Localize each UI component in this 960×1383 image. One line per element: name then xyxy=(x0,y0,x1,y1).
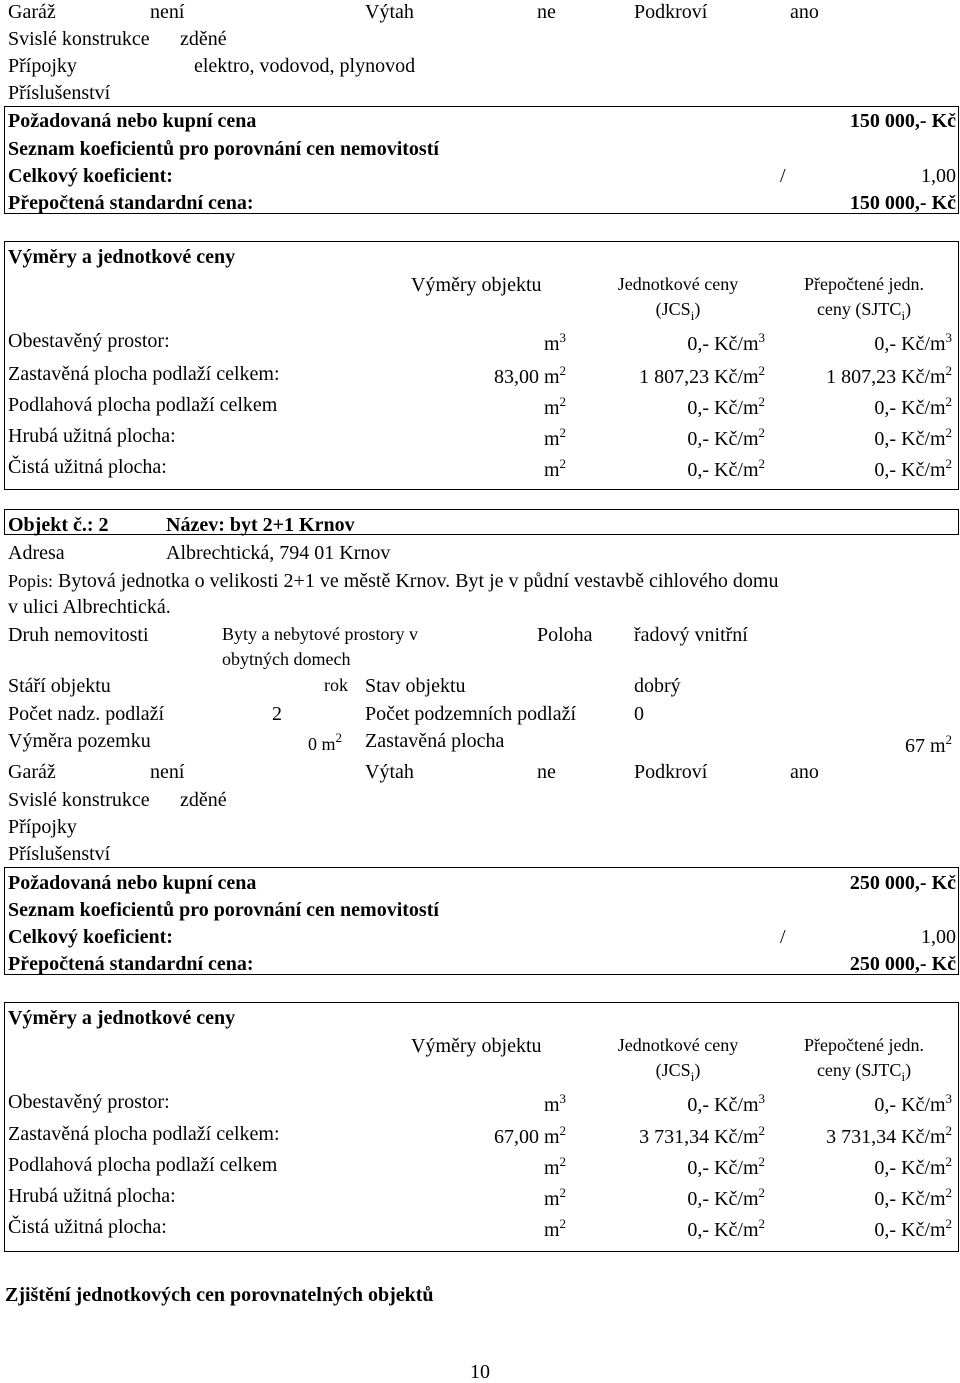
row-label: Hrubá užitná plocha: xyxy=(8,1185,176,1207)
row-label: Čistá užitná plocha: xyxy=(8,456,167,478)
row-vymery: 67,00 $m^2$ xyxy=(493,1123,566,1148)
pripojky-label: Přípojky xyxy=(8,55,77,77)
koeficient-slash: / xyxy=(780,165,786,187)
row-label: Čistá užitná plocha: xyxy=(8,1216,167,1238)
druh-value-line2: obytných domech xyxy=(222,649,351,669)
popis-line1: Popis: Bytová jednotka o velikosti 2+1 ve městě Krnov. Byt je v půdní vestavbě cihlového domu xyxy=(8,570,779,592)
standardni-cena-value: 150 000,- Kč xyxy=(849,192,956,214)
nadz-podlazi-value: 2 xyxy=(272,703,282,725)
objekt-nazev: Název: byt 2+1 Krnov xyxy=(166,514,355,536)
row-vymery: 83,00 $m^2$ xyxy=(493,363,566,388)
row-vymery: $m^3$ xyxy=(543,330,566,355)
objekt-header-box xyxy=(4,509,959,535)
row-label: Obestavěný prostor: xyxy=(8,1091,170,1113)
vytah-value: ne xyxy=(537,1,556,23)
poloha-label: Poloha xyxy=(537,624,593,646)
druh-label: Druh nemovitosti xyxy=(8,624,149,646)
row-label: Podlahová plocha podlaží celkem xyxy=(8,394,278,416)
col-sjtc-line2: ceny $(SJTC_i)$ xyxy=(816,1060,912,1084)
adresa-value: Albrechtická, 794 01 Krnov xyxy=(166,542,391,564)
vytah-label: Výtah xyxy=(365,761,414,783)
col-sjtc-line2: ceny $(SJTC_i)$ xyxy=(816,299,912,323)
row-vymery: $m^2$ xyxy=(543,456,566,481)
row-jcs: 0,- $Kč/m^2$ xyxy=(687,1216,765,1241)
page-number: 10 xyxy=(470,1361,490,1383)
koeficient-value: 1,00 xyxy=(921,926,956,948)
row-sjtc: 0,- $Kč/m^3$ xyxy=(874,330,952,355)
row-sjtc: 0,- $Kč/m^2$ xyxy=(874,456,952,481)
zastavena-label: Zastavěná plocha xyxy=(365,730,505,752)
stari-unit: rok xyxy=(324,675,348,695)
row-vymery: $m^2$ xyxy=(543,1154,566,1179)
pozemek-label: Výměra pozemku xyxy=(8,730,151,752)
row-vymery: $m^2$ xyxy=(543,394,566,419)
col-jcs-line2: $(JCS_i)$ xyxy=(655,299,701,323)
popis-line2: v ulici Albrechtická. xyxy=(8,596,171,618)
row-jcs: 0,- $Kč/m^3$ xyxy=(687,330,765,355)
row-vymery: $m^2$ xyxy=(543,1216,566,1241)
svisle-konstrukce-value: zděné xyxy=(180,28,227,50)
row-sjtc: 3 731,34 $Kč/m^2$ xyxy=(826,1123,952,1148)
row-label: Zastavěná plocha podlaží celkem: xyxy=(8,1123,280,1145)
cena-label: Požadovaná nebo kupní cena xyxy=(8,110,257,132)
seznam-koeficientu: Seznam koeficientů pro porovnání cen nemovitostí xyxy=(8,899,439,921)
podkrovi-value: ano xyxy=(790,761,819,783)
zastavena-value: 67 $m^2$ xyxy=(904,732,952,757)
garaz-label: Garáž xyxy=(8,761,56,783)
row-vymery: $m^2$ xyxy=(543,1185,566,1210)
garaz-value: není xyxy=(150,761,185,783)
row-vymery: $m^3$ xyxy=(543,1091,566,1116)
podkrovi-value: ano xyxy=(790,1,819,23)
stari-label: Stáří objektu xyxy=(8,675,111,697)
pripojky-label: Přípojky xyxy=(8,816,77,838)
row-sjtc: 1 807,23 $Kč/m^2$ xyxy=(826,363,952,388)
row-jcs: 0,- $Kč/m^2$ xyxy=(687,1154,765,1179)
podkrovi-label: Podkroví xyxy=(634,1,708,23)
pozemek-value: 0 $m^2$ xyxy=(308,730,343,754)
col-vymery-objektu: Výměry objektu xyxy=(411,274,542,296)
svisle-konstrukce-label: Svislé konstrukce xyxy=(8,789,150,811)
col-jcs-line2: $(JCS_i)$ xyxy=(655,1060,701,1084)
row-jcs: 0,- $Kč/m^2$ xyxy=(687,425,765,450)
row-sjtc: 0,- $Kč/m^3$ xyxy=(874,1091,952,1116)
vymery-title: Výměry a jednotkové ceny xyxy=(8,1007,236,1029)
col-sjtc-line1: Přepočtené jedn. xyxy=(804,274,924,294)
row-sjtc: 0,- $Kč/m^2$ xyxy=(874,425,952,450)
koeficient-value: 1,00 xyxy=(921,165,956,187)
row-sjtc: 0,- $Kč/m^2$ xyxy=(874,394,952,419)
svisle-konstrukce-value: zděné xyxy=(180,789,227,811)
row-jcs: 3 731,34 $Kč/m^2$ xyxy=(639,1123,765,1148)
row-sjtc: 0,- $Kč/m^2$ xyxy=(874,1185,952,1210)
row-label: Hrubá užitná plocha: xyxy=(8,425,176,447)
cena-value: 250 000,- Kč xyxy=(849,872,956,894)
standardni-cena-value: 250 000,- Kč xyxy=(849,953,956,975)
nadz-podlazi-label: Počet nadz. podlaží xyxy=(8,703,165,725)
section-heading: Zjištění jednotkových cen porovnatelných objektů xyxy=(5,1284,434,1306)
row-label: Zastavěná plocha podlaží celkem: xyxy=(8,363,280,385)
druh-value-line1: Byty a nebytové prostory v xyxy=(222,624,418,644)
vytah-value: ne xyxy=(537,761,556,783)
stav-value: dobrý xyxy=(634,675,681,697)
garaz-value: není xyxy=(150,1,185,23)
koeficient-label: Celkový koeficient: xyxy=(8,926,173,948)
cena-label: Požadovaná nebo kupní cena xyxy=(8,872,257,894)
row-jcs: 0,- $Kč/m^2$ xyxy=(687,1185,765,1210)
vytah-label: Výtah xyxy=(365,1,414,23)
standardni-cena-label: Přepočtená standardní cena: xyxy=(8,953,254,975)
adresa-label: Adresa xyxy=(8,542,65,564)
podz-podlazi-label: Počet podzemních podlaží xyxy=(365,703,577,725)
col-sjtc-line1: Přepočtené jedn. xyxy=(804,1035,924,1055)
col-vymery-objektu: Výměry objektu xyxy=(411,1035,542,1057)
pripojky-value: elektro, vodovod, plynovod xyxy=(194,55,416,77)
row-vymery: $m^2$ xyxy=(543,425,566,450)
row-jcs: 0,- $Kč/m^2$ xyxy=(687,456,765,481)
podkrovi-label: Podkroví xyxy=(634,761,708,783)
row-sjtc: 0,- $Kč/m^2$ xyxy=(874,1154,952,1179)
vymery-title: Výměry a jednotkové ceny xyxy=(8,246,236,268)
objekt-number: Objekt č.: 2 xyxy=(8,514,109,536)
garaz-label: Garáž xyxy=(8,1,56,23)
row-jcs: 0,- $Kč/m^2$ xyxy=(687,394,765,419)
col-jcs-line1: Jednotkové ceny xyxy=(617,1035,739,1055)
col-jcs-line1: Jednotkové ceny xyxy=(617,274,739,294)
seznam-koeficientu: Seznam koeficientů pro porovnání cen nemovitostí xyxy=(8,138,439,160)
row-label: Podlahová plocha podlaží celkem xyxy=(8,1154,278,1176)
row-jcs: 0,- $Kč/m^3$ xyxy=(687,1091,765,1116)
svisle-konstrukce-label: Svislé konstrukce xyxy=(8,28,150,50)
row-jcs: 1 807,23 $Kč/m^2$ xyxy=(639,363,765,388)
standardni-cena-label: Přepočtená standardní cena: xyxy=(8,192,254,214)
koeficient-label: Celkový koeficient: xyxy=(8,165,173,187)
row-label: Obestavěný prostor: xyxy=(8,330,170,352)
prislusenstvi-label: Příslušenství xyxy=(8,843,111,865)
koeficient-slash: / xyxy=(780,926,786,948)
podz-podlazi-value: 0 xyxy=(634,703,644,725)
prislusenstvi-label: Příslušenství xyxy=(8,82,111,104)
poloha-value: řadový vnitřní xyxy=(634,624,748,646)
row-sjtc: 0,- $Kč/m^2$ xyxy=(874,1216,952,1241)
stav-label: Stav objektu xyxy=(365,675,466,697)
cena-value: 150 000,- Kč xyxy=(849,110,956,132)
